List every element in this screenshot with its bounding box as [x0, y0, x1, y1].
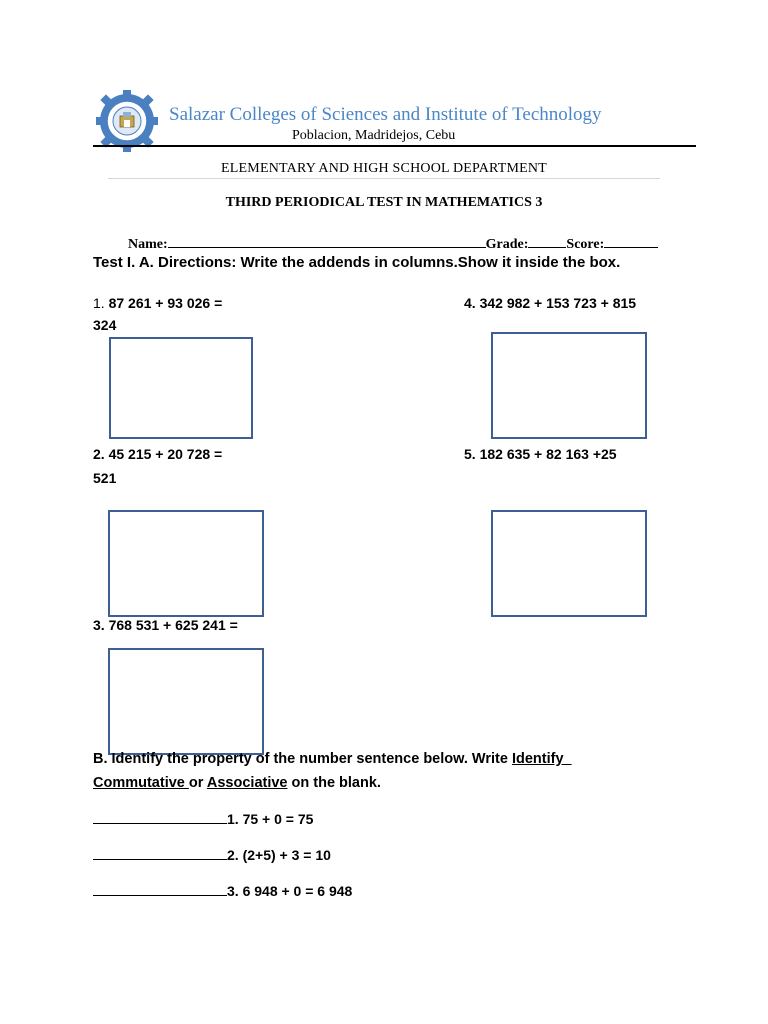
answer-box-3[interactable]	[108, 648, 264, 755]
student-info-line	[128, 234, 658, 253]
school-name: Salazar Colleges of Sciences and Institute of Technology	[169, 104, 602, 125]
answer-blank-1[interactable]	[93, 811, 227, 824]
school-address: Poblacion, Madridejos, Cebu	[292, 128, 456, 143]
test1-directions: Test I. A. Directions: Write the addends in columns.Show it inside the box.	[93, 254, 621, 271]
answer-box-1[interactable]	[109, 337, 253, 439]
part-b-item-3-text: 3. 6 948 + 0 = 6 948	[227, 883, 353, 899]
identify-label: Identify	[511, 751, 564, 767]
header-divider	[93, 145, 696, 147]
part-b-directions-line1	[93, 751, 572, 767]
answer-blank-2[interactable]	[93, 847, 227, 860]
answer-box-5[interactable]	[491, 510, 647, 617]
department-title: ELEMENTARY AND HIGH SCHOOL DEPARTMENT	[221, 161, 547, 176]
part-b-directions-prefix: B. Identify the property of the number sentence below. Write	[93, 751, 512, 767]
part-b-item-1-text: 1. 75 + 0 = 75	[227, 811, 314, 827]
question-5-text: 5. 182 635 + 82 163 +25	[464, 446, 617, 462]
part-b-directions-suffix: on the blank.	[287, 775, 381, 791]
question-1-continuation: 324	[93, 317, 117, 333]
or-label: or	[188, 775, 207, 791]
question-1-text: 87 261 + 93 026 =	[108, 295, 223, 311]
question-3-text: 3. 768 531 + 625 241 =	[93, 617, 238, 633]
question-1-number: 1.	[93, 295, 105, 311]
gear-seal-icon	[96, 90, 158, 152]
part-b-item-1	[93, 811, 313, 827]
department-divider	[108, 178, 660, 179]
grade-label: Grade:	[485, 237, 529, 252]
part-b-item-3	[93, 883, 352, 899]
school-logo	[96, 90, 158, 152]
score-label: Score:	[566, 237, 605, 252]
test-title: THIRD PERIODICAL TEST IN MATHEMATICS 3	[225, 195, 543, 210]
question-1	[93, 295, 222, 311]
part-b-directions-line2	[93, 775, 381, 791]
associative-label: Associative	[206, 775, 288, 791]
question-2-text: 2. 45 215 + 20 728 =	[93, 446, 223, 462]
part-b-item-2-text: 2. (2+5) + 3 = 10	[227, 847, 331, 863]
question-4-text: 4. 342 982 + 153 723 + 815	[464, 295, 637, 311]
answer-blank-3[interactable]	[93, 883, 227, 896]
name-label: Name:	[128, 237, 168, 252]
grade-field[interactable]	[528, 234, 566, 248]
commutative-label: Commutative	[93, 775, 189, 791]
name-field[interactable]	[168, 234, 486, 248]
question-2-continuation: 521	[93, 470, 117, 486]
answer-box-4[interactable]	[491, 332, 647, 439]
part-b-item-2	[93, 847, 331, 863]
score-field[interactable]	[604, 234, 658, 248]
answer-box-2[interactable]	[108, 510, 264, 617]
